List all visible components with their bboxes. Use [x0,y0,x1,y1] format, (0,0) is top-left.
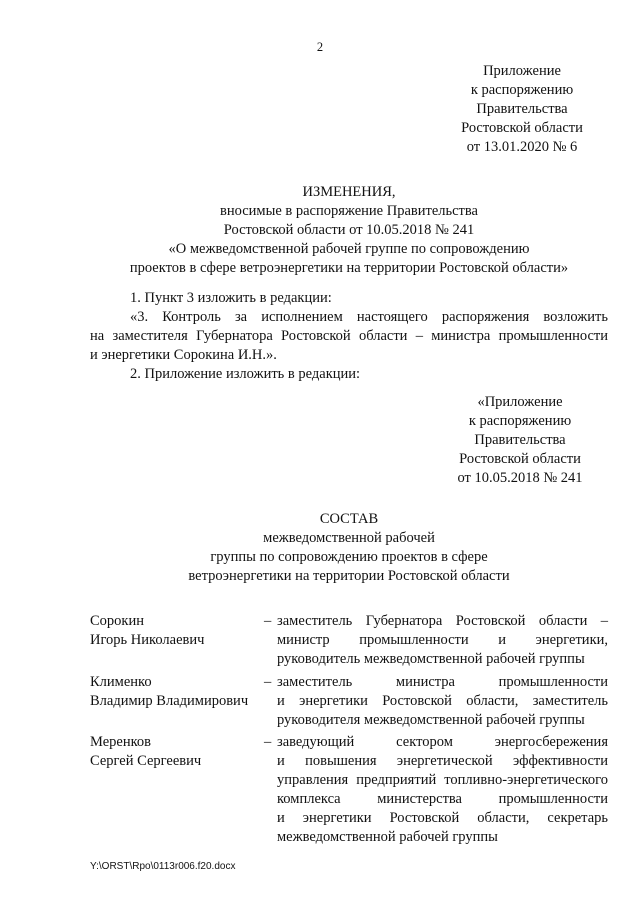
appendix-header-line: от 13.01.2020 № 6 [466,139,578,155]
member-surname: Меренков [90,734,151,750]
footer-file-path: Y:\ORST\Rpo\0113r006.f20.docx [90,861,236,872]
member-role-line: комплекса министерства промышленности [277,791,608,807]
member-role-line: заместитель министра промышленности [277,674,608,690]
appendix-header-line: к распоряжению [470,82,574,98]
member-dash: – [264,674,272,690]
composition-heading: СОСТАВ [319,511,379,527]
member-role-line: министр промышленности и энергетики, [277,632,608,648]
member-role-line: заместитель Губернатора Ростовской области – [277,613,608,629]
appendix-quoted [445,393,595,488]
member-surname: Сорокин [90,613,144,629]
member-role [277,673,608,730]
member-role-line: и энергетики Ростовской области, секретарь [277,810,608,826]
composition-title-line: межведомственной рабочей [263,530,435,546]
member-role-line: руководителя межведомственной рабочей группы [277,712,585,728]
appendix-header-line: Ростовской области [461,120,583,136]
changes-title [90,183,608,278]
appendix-quoted-line: от 10.05.2018 № 241 [457,470,583,486]
changes-title-line: «О межведомственной рабочей группе по сопровождению [168,241,530,257]
composition-title-line: группы по сопровождению проектов в сфере [210,549,488,565]
member-name [90,612,260,650]
changes-title-line: проектов в сфере ветроэнергетики на территории Ростовской области» [129,260,569,276]
item-1-text [90,308,608,365]
item-1-intro: 1. Пункт 3 изложить в редакции: [130,290,332,306]
member-dash: – [264,734,272,750]
appendix-header-line: Правительства [476,101,568,117]
item-1-text-line: и энергетики Сорокина И.Н.». [90,347,277,363]
member-role-line: и энергетики Ростовской области, заместитель [277,693,608,709]
member-role [277,733,608,847]
member-given-name: Сергей Сергеевич [90,753,202,769]
appendix-quoted-line: «Приложение [477,394,563,410]
composition-title [90,510,608,586]
member-given-name: Владимир Владимирович [90,693,249,709]
member-role-line: и повышения энергетической эффективности [277,753,608,769]
appendix-quoted-line: Правительства [474,432,566,448]
member-role-line: руководитель межведомственной рабочей группы [277,651,585,667]
member-role-line: заведующий сектором энергосбережения [277,734,608,750]
changes-heading: ИЗМЕНЕНИЯ, [302,184,396,200]
member-name [90,733,260,771]
page-number: 2 [316,40,324,54]
member-surname: Клименко [90,674,152,690]
member-role-line: управления предприятий топливно-энергетического [277,772,608,788]
appendix-quoted-line: Ростовской области [459,451,581,467]
changes-title-line: Ростовской области от 10.05.2018 № 241 [223,222,475,238]
composition-title-line: ветроэнергетики на территории Ростовской области [188,568,510,584]
member-role-line: межведомственной рабочей группы [277,829,498,845]
appendix-quoted-line: к распоряжению [468,413,572,429]
item-2-intro: 2. Приложение изложить в редакции: [130,366,361,382]
member-given-name: Игорь Николаевич [90,632,205,648]
appendix-header [452,62,592,157]
item-1-text-line: на заместителя Губернатора Ростовской области – министра промышленности [90,328,608,344]
member-dash: – [264,613,272,629]
appendix-header-line: Приложение [483,63,561,79]
item-1-text-line: «3. Контроль за исполнением настоящего распоряжения возложить [130,309,608,325]
member-role [277,612,608,669]
changes-title-line: вносимые в распоряжение Правительства [219,203,478,219]
member-name [90,673,260,711]
